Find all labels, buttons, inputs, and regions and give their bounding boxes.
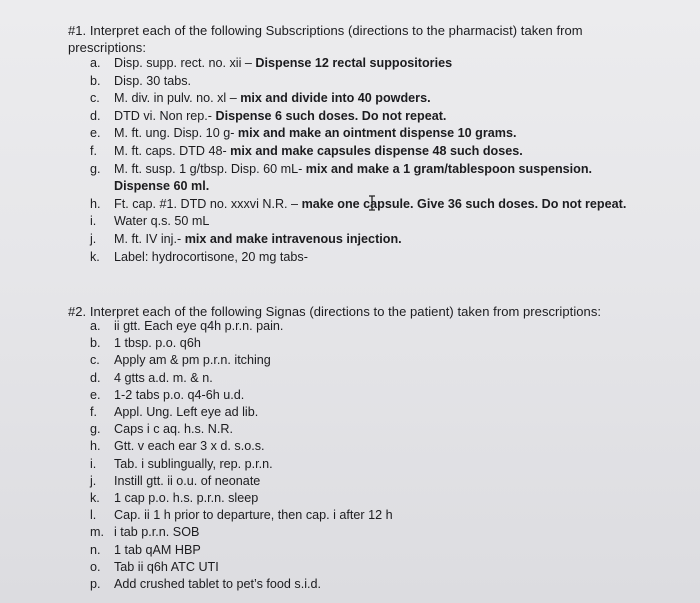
item-text: i tab p.r.n. SOB bbox=[114, 525, 200, 540]
item-plain: Ft. cap. #1. DTD no. xxxvi N.R. – bbox=[114, 196, 302, 211]
item-letter: l. bbox=[90, 508, 97, 523]
item-letter: d. bbox=[90, 370, 101, 385]
list-item bbox=[90, 108, 644, 126]
item-letter: i. bbox=[90, 214, 97, 229]
list-item bbox=[90, 404, 393, 421]
list-item bbox=[90, 73, 644, 91]
item-plain: Label: hydrocortisone, 20 mg tabs- bbox=[114, 249, 308, 264]
list-item bbox=[90, 490, 393, 507]
item-text bbox=[114, 213, 209, 231]
item-letter: g. bbox=[90, 161, 101, 176]
list-item bbox=[90, 559, 393, 576]
item-text bbox=[114, 231, 402, 249]
item-plain: M. div. in pulv. no. xl – bbox=[114, 91, 241, 106]
item-answer: Dispense 12 rectal suppositories bbox=[255, 56, 453, 70]
item-answer: mix and make a 1 gram/tablespoon suspension. Dispense 60 ml. bbox=[114, 161, 593, 194]
item-text bbox=[114, 55, 452, 73]
item-text: Cap. ii 1 h prior to departure, then cap. i after 12 h bbox=[114, 508, 393, 523]
item-answer: make one capsule. Give 36 such doses. Do not repeat. bbox=[301, 196, 627, 211]
item-text: Caps i c aq. h.s. N.R. bbox=[114, 422, 233, 437]
item-letter: f. bbox=[90, 405, 97, 420]
item-plain: M. ft. ung. Disp. 10 g- bbox=[114, 126, 238, 141]
list-item bbox=[90, 370, 393, 387]
item-answer: mix and divide into 40 powders. bbox=[240, 91, 431, 106]
question-2-title: #2. Interpret each of the following Signas (directions to the patient) taken from prescriptions: bbox=[68, 304, 602, 319]
list-item bbox=[90, 524, 393, 541]
item-letter: k. bbox=[90, 491, 100, 506]
list-item bbox=[90, 352, 393, 369]
list-item bbox=[90, 318, 393, 335]
text-cursor-icon bbox=[366, 195, 378, 211]
item-answer: Dispense 6 such doses. Do not repeat. bbox=[215, 108, 447, 123]
list-item bbox=[90, 143, 644, 161]
item-answer: mix and make capsules dispense 48 such doses. bbox=[230, 143, 523, 158]
question-1-list bbox=[90, 55, 644, 266]
item-text bbox=[114, 108, 446, 126]
list-item bbox=[90, 421, 393, 438]
list-item bbox=[90, 507, 393, 524]
item-answer: mix and make an ointment dispense 10 grams. bbox=[237, 126, 517, 141]
item-answer: mix and make intravenous injection. bbox=[184, 231, 402, 246]
item-letter: c. bbox=[90, 91, 100, 106]
item-text: Add crushed tablet to pet’s food s.i.d. bbox=[114, 577, 321, 592]
item-letter: g. bbox=[90, 422, 101, 437]
item-plain: M. ft. IV inj.- bbox=[114, 231, 185, 246]
item-letter: p. bbox=[90, 577, 101, 592]
item-letter: j. bbox=[90, 231, 97, 246]
list-item bbox=[90, 387, 393, 404]
item-letter: b. bbox=[90, 336, 101, 351]
item-letter: h. bbox=[90, 196, 101, 211]
list-item bbox=[90, 249, 644, 267]
item-plain: M. ft. caps. DTD 48- bbox=[114, 143, 231, 158]
item-letter: i. bbox=[90, 456, 97, 471]
list-item bbox=[90, 125, 644, 143]
item-text: Tab ii q6h ATC UTI bbox=[114, 559, 219, 574]
item-text: Apply am & pm p.r.n. itching bbox=[114, 353, 271, 368]
list-item bbox=[90, 55, 644, 73]
item-text: 1 tab qAM HBP bbox=[114, 542, 201, 557]
item-text: 1-2 tabs p.o. q4-6h u.d. bbox=[114, 387, 245, 402]
list-item bbox=[90, 473, 393, 490]
list-item bbox=[90, 576, 393, 593]
item-letter: a. bbox=[90, 56, 101, 70]
item-text: 1 cap p.o. h.s. p.r.n. sleep bbox=[114, 491, 259, 506]
item-letter: k. bbox=[90, 249, 100, 264]
item-letter: a. bbox=[90, 319, 101, 333]
item-text: 1 tbsp. p.o. q6h bbox=[114, 336, 201, 351]
item-text: Tab. i sublingually, rep. p.r.n. bbox=[114, 456, 273, 471]
item-text bbox=[114, 161, 644, 196]
item-plain: Disp. supp. rect. no. xii – bbox=[114, 56, 256, 70]
list-item bbox=[90, 438, 393, 455]
list-item bbox=[90, 213, 644, 231]
item-letter: e. bbox=[90, 387, 101, 402]
list-item bbox=[90, 335, 393, 352]
item-text bbox=[114, 90, 431, 108]
item-text: ii gtt. Each eye q4h p.r.n. pain. bbox=[114, 319, 284, 333]
item-letter: n. bbox=[90, 542, 101, 557]
list-item bbox=[90, 231, 644, 249]
item-text: Gtt. v each ear 3 x d. s.o.s. bbox=[114, 439, 265, 454]
item-letter: f. bbox=[90, 143, 97, 158]
question-1-title: #1. Interpret each of the following Subscriptions (directions to the pharmacist) taken from prescriptions: bbox=[68, 23, 583, 55]
item-letter: d. bbox=[90, 108, 101, 123]
item-text bbox=[114, 73, 191, 91]
list-item bbox=[90, 90, 644, 108]
list-item bbox=[90, 161, 644, 196]
item-letter: c. bbox=[90, 353, 100, 368]
item-letter: j. bbox=[90, 473, 97, 488]
list-item bbox=[90, 456, 393, 473]
item-text bbox=[114, 143, 523, 161]
list-item bbox=[90, 542, 393, 559]
item-text: 4 gtts a.d. m. & n. bbox=[114, 370, 213, 385]
item-letter: b. bbox=[90, 73, 101, 88]
item-text: Instill gtt. ii o.u. of neonate bbox=[114, 473, 261, 488]
item-plain: Disp. 30 tabs. bbox=[114, 73, 192, 88]
item-plain: M. ft. susp. 1 g/tbsp. Disp. 60 mL- bbox=[114, 161, 306, 176]
item-text bbox=[114, 125, 516, 143]
item-text: Appl. Ung. Left eye ad lib. bbox=[114, 405, 259, 420]
item-letter: h. bbox=[90, 439, 101, 454]
item-plain: Water q.s. 50 mL bbox=[114, 214, 210, 229]
item-text bbox=[114, 249, 308, 267]
item-letter: o. bbox=[90, 559, 101, 574]
item-letter: e. bbox=[90, 126, 101, 141]
item-letter: m. bbox=[90, 525, 104, 540]
question-2-list bbox=[90, 318, 393, 593]
item-plain: DTD vi. Non rep.- bbox=[114, 108, 216, 123]
